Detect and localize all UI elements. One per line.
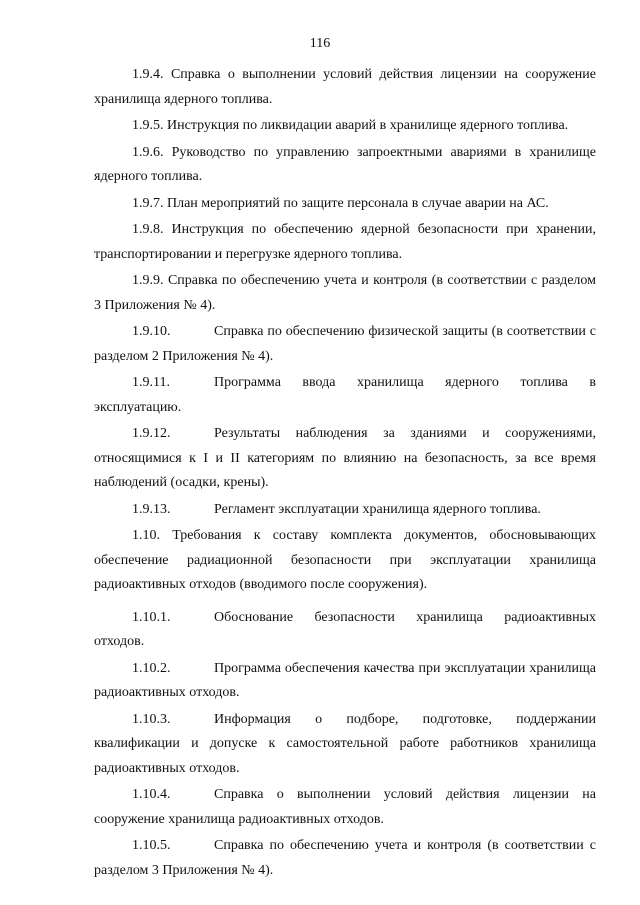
item-number: 1.9.7.	[132, 195, 164, 211]
item-number: 1.9.6.	[132, 144, 164, 160]
item-text: Руководство по управлению запроектными авариями в хранилище ядерного топлива.	[94, 144, 596, 184]
item-number: 1.10.3.	[132, 711, 171, 727]
item-text: Результаты наблюдения за зданиями и сооружениями, относящимися к I и II категориям по влиянию на безопасность, за все время наблюдений (осадки, крены).	[94, 426, 596, 490]
paragraph-1-9-13	[94, 498, 596, 523]
paragraph-1-9-5	[94, 114, 596, 139]
item-number: 1.10.4.	[132, 787, 171, 802]
item-number: 1.10.	[132, 528, 160, 543]
item-text: Требования к составу комплекта документов, обосновывающих обеспечение радиационной безопасности при эксплуатации хранилища радиоактивных отходов (вводимого после сооружения).	[94, 528, 596, 592]
item-number: 1.9.12.	[132, 426, 171, 441]
item-text: План мероприятий по защите персонала в случае аварии на АС.	[167, 195, 549, 211]
item-number: 1.9.8.	[132, 222, 164, 237]
page-number: 116	[309, 36, 331, 51]
item-text: Регламент эксплуатации хранилища ядерного топлива.	[214, 501, 541, 517]
paragraph-1-9-7	[94, 192, 596, 217]
item-text: Справка по обеспечению физической защиты (в соответствии с разделом 2 Приложения № 4).	[94, 324, 596, 364]
item-number: 1.9.5.	[132, 118, 164, 133]
item-number: 1.9.11.	[132, 375, 170, 390]
item-number: 1.9.10.	[132, 324, 171, 339]
paragraph-1-9-6	[94, 141, 596, 190]
item-text: Программа обеспечения качества при эксплуатации хранилища радиоактивных отходов.	[94, 660, 596, 700]
item-number: 1.10.1.	[132, 609, 171, 625]
item-text: Инструкция по ликвидации аварий в хранилище ядерного топлива.	[167, 118, 569, 133]
item-number: 1.9.13.	[132, 501, 171, 517]
paragraph-1-10-3	[94, 708, 596, 782]
item-text: Справка о выполнении условий действия лицензии на сооружение хранилища ядерного топлива.	[94, 67, 597, 107]
paragraph-1-10	[94, 524, 596, 598]
item-text: Инструкция по обеспечению ядерной безопасности при хранении, транспортировании и перегрузке ядерного топлива.	[94, 222, 596, 262]
item-number: 1.9.9.	[132, 273, 164, 288]
item-text: Информация о подборе, подготовке, поддержании квалификации и допуске к самостоятельной работе работников хранилища радиоактивных отходов.	[94, 711, 596, 776]
document-body	[94, 63, 596, 883]
item-text: Справка по обеспечению учета и контроля (в соответствии с разделом 3 Приложения № 4).	[94, 273, 597, 313]
item-text: Обоснование безопасности хранилища радиоактивных отходов.	[94, 609, 596, 649]
paragraph-1-9-10	[94, 320, 596, 369]
paragraph-1-10-2	[94, 657, 596, 706]
paragraph-1-9-9	[94, 269, 596, 318]
paragraph-1-10-5	[94, 834, 596, 883]
item-number: 1.10.5.	[132, 838, 171, 853]
paragraph-1-9-12	[94, 422, 596, 496]
item-text: Справка по обеспечению учета и контроля (в соответствии с разделом 3 Приложения № 4).	[94, 838, 596, 878]
paragraph-1-10-4	[94, 783, 596, 832]
item-number: 1.9.4.	[132, 67, 164, 82]
paragraph-1-10-1	[94, 606, 596, 655]
item-text: Программа ввода хранилища ядерного топлива в эксплуатацию.	[94, 375, 596, 415]
item-number: 1.10.2.	[132, 660, 171, 676]
paragraph-1-9-11	[94, 371, 596, 420]
paragraph-1-9-4	[94, 63, 596, 112]
paragraph-1-9-8	[94, 218, 596, 267]
item-text: Справка о выполнении условий действия лицензии на сооружение хранилища радиоактивных отходов.	[94, 787, 596, 827]
